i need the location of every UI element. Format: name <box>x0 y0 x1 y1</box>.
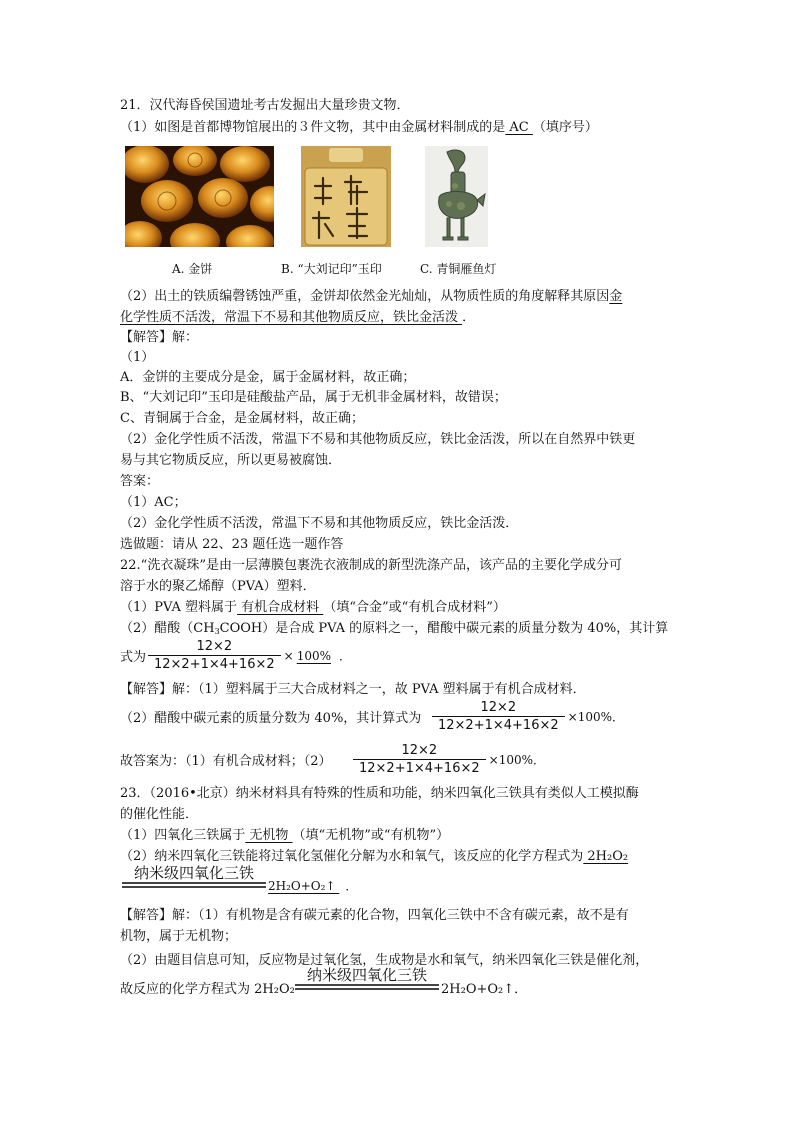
q23-jieda-3: （2）由题目信息可知，反应物是过氧化氢，生成物是水和氧气，纳米四氧化三铁是催化剂， <box>120 953 649 968</box>
q21-part1-blank: AC <box>505 120 533 135</box>
q21-answer-title: 答案： <box>120 474 160 489</box>
q22-part1-text: （1）PVA 塑料属于 <box>120 600 238 615</box>
percent-blank: 100% <box>296 648 332 663</box>
caption-b: B. “大刘记印”玉印 <box>281 262 382 276</box>
jieda-fraction-tail: ×100%． <box>567 710 625 724</box>
q23-reaction-condition <box>122 864 266 888</box>
condition-text: 纳米级四氧化三铁 <box>133 864 254 882</box>
q21-solution-b: B、“大刘记印”玉印是硅酸盐产品，属于无机非金属材料，故错误； <box>120 390 507 405</box>
q23-product-blank: 2H₂O+O₂↑ <box>268 879 340 893</box>
q23-jieda-1: 【解答】解：（1）有机物是含有碳元素的化合物，四氧化三铁中不含有碳元素，故不是有 <box>120 908 629 923</box>
q22-formula-fraction <box>148 638 351 673</box>
q21-solution-1: （1） <box>120 350 155 365</box>
fraction-denominator: 12×2+1×4+16×2 <box>154 657 275 672</box>
q21-part2-line1 <box>120 287 622 307</box>
q23-line2: 的催化性能． <box>120 807 199 822</box>
caption-c: C. 青铜雁鱼灯 <box>420 262 497 276</box>
q23-line1: 23．（2016•北京）纳米材料具有特殊的性质和功能，纳米四氧化三铁具有类似人工模拟酶 <box>120 786 639 801</box>
bronze-lamp-photo <box>425 146 488 247</box>
caption-a: A. 金饼 <box>172 262 213 276</box>
choose-note: 选做题：请从 22、23 题任选一题作答 <box>120 537 344 552</box>
q23-part1-blank: 无机物 <box>245 828 293 843</box>
q21-jieda: 【解答】解： <box>120 330 199 345</box>
q23-part2-text: （2）纳米四氧化三铁能将过氧化氢催化分解为水和氧气，该反应的化学方程式为 <box>120 849 584 864</box>
q23-part1-post: （填“无机物”或“有机物”） <box>292 828 450 843</box>
q21-part2-blank-a: 金 <box>609 289 623 304</box>
q21-answer-1: （1）AC； <box>120 495 187 510</box>
q21-solution-2a: （2）金化学性质不活泼，常温下不易和其他物质反应，铁比金活泼，所以在自然界中铁更 <box>120 432 636 447</box>
q21-answer-2: （2）金化学性质不活泼，常温下不易和其他物质反应，铁比金活泼． <box>120 516 519 531</box>
q22-answer-fraction <box>353 742 545 777</box>
fraction-denominator: 12×2+1×4+16×2 <box>359 761 480 776</box>
q21-part1-text: （1）如图是首都博物馆展出的３件文物，其中由金属材料制成的是 <box>120 120 506 135</box>
q21-part2-text: （2）出土的铁质编磬锈蚀严重，金饼却依然金光灿灿，从物质性质的角度解释其原因 <box>120 289 610 304</box>
q23-part2-end: ． <box>345 879 358 893</box>
condition-text: 纳米级四氧化三铁 <box>306 966 427 984</box>
q21-part2-blank-b: 化学性质不活泼，常温下不易和其他物质反应，铁比金活泼 <box>120 310 463 325</box>
q21-part2-line2 <box>120 308 475 328</box>
q21-solution-2b: 易与其它物质反应，所以更易被腐蚀． <box>120 453 342 468</box>
q22-line1: 22.“洗衣凝珠”是由一层薄膜包裹洗衣液制成的新型洗涤产品，该产品的主要化学成分可 <box>120 558 622 573</box>
q23-jieda-condition <box>295 966 439 990</box>
q22-jieda-2: （2）醋酸中碳元素的质量分数为 40%，其计算式为 <box>120 711 422 726</box>
q23-jieda-2: 机物，属于无机物； <box>120 929 238 944</box>
fraction-numerator: 12×2 <box>480 700 517 715</box>
q23-part1-text: （1）四氧化三铁属于 <box>120 828 246 843</box>
q23-jieda-4-products: 2H₂O+O₂↑． <box>441 982 528 997</box>
q23-jieda-4: 故反应的化学方程式为 2H₂O₂ <box>120 982 295 997</box>
q22-part2-sub: 3 <box>214 627 220 636</box>
q22-jieda-fraction <box>432 699 624 734</box>
equals-sign <box>295 984 439 990</box>
answer-fraction-tail: ×100%． <box>488 753 546 767</box>
q22-part1 <box>120 598 506 618</box>
q21-solution-c: C、青铜属于合金，是金属材料，故正确； <box>120 411 364 426</box>
q22-formula-prefix: 式为 <box>120 650 147 665</box>
jade-seal-photo <box>301 146 391 247</box>
fraction-denominator: 12×2+1×4+16×2 <box>438 718 559 733</box>
q21-solution-a: A．金饼的主要成分是金，属于金属材料，故正确； <box>120 370 416 385</box>
q21-part1-post: （填序号） <box>532 120 598 135</box>
q21-part2-end: ． <box>462 310 476 325</box>
equals-sign <box>122 882 266 888</box>
fraction-numerator: 12×2 <box>401 743 438 758</box>
q22-part2-a: （2）醋酸（CH <box>120 621 215 636</box>
q22-part1-blank: 有机合成材料 <box>237 600 324 615</box>
q23-part1 <box>120 826 449 846</box>
q22-part1-post: （填“合金”或“有机合成材料”） <box>323 600 506 615</box>
q21-title: 21．汉代海昏侯国遗址考古发掘出大量珍贵文物． <box>120 98 410 113</box>
q22-jieda-1: 【解答】解：（1）塑料属于三大合成材料之一，故 PVA 塑料属于有机合成材料． <box>120 682 586 697</box>
q21-part1 <box>120 118 598 138</box>
q23-products <box>268 876 357 896</box>
q23-part2-blank: 2H₂O₂ <box>583 849 629 864</box>
q22-answer: 故答案为：（1）有机合成材料；（2） <box>120 754 332 769</box>
q22-part2-b: COOH）是合成 PVA 的原料之一，醋酸中碳元素的质量分数为 40%，其计算 <box>219 621 669 636</box>
fraction-numerator: 12×2 <box>196 639 233 654</box>
gold-cakes-photo <box>125 146 274 247</box>
times-sign: × <box>283 648 294 663</box>
q22-line2: 溶于水的聚乙烯醇（PVA）塑料． <box>120 579 316 594</box>
formula-end: ． <box>339 649 352 663</box>
